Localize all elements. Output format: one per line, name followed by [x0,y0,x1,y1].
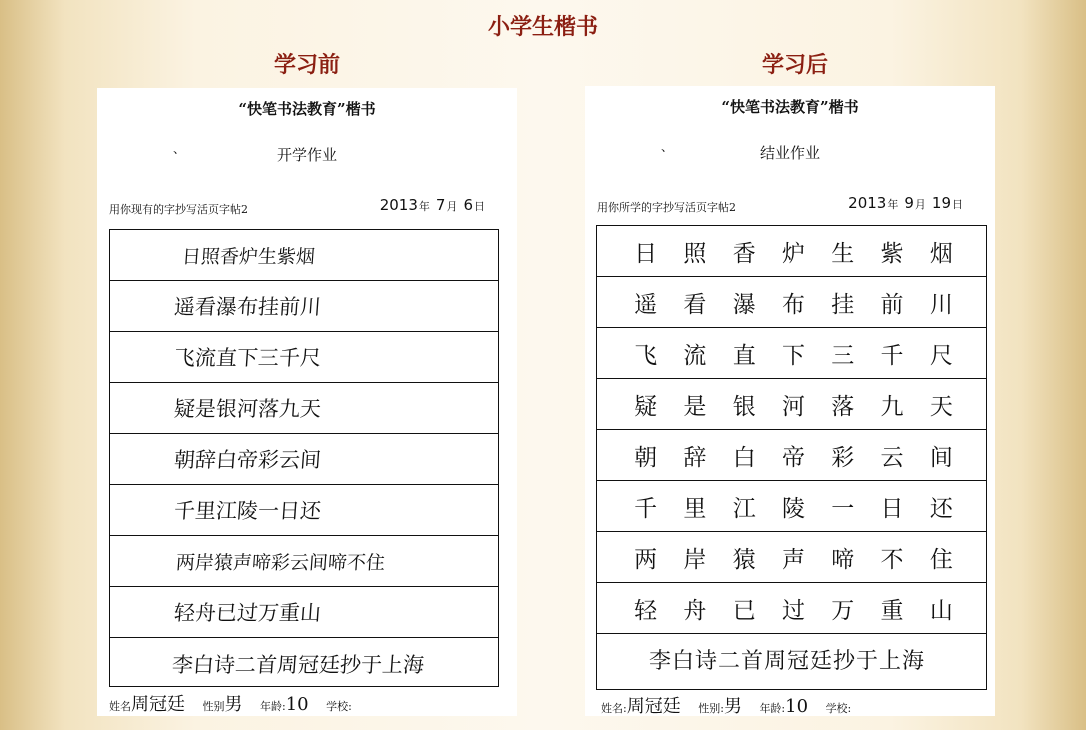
handwritten-char: 日 [634,240,658,267]
sheet-title: “快笔书法教育”楷书 [721,98,859,116]
date-day: 19 [931,194,951,212]
handwritten-char: 流 [683,342,707,369]
handwritten-line [597,541,986,574]
writing-row [597,328,986,379]
handwritten-char: 朝 [634,444,658,471]
handwritten-char: 银 [732,393,756,420]
handwritten-char: 已 [732,597,756,624]
handwritten-line: 朝辞白帝彩云间 [173,448,322,472]
name-label: 姓名 [109,700,131,713]
handwritten-char: 疑 [634,393,658,420]
date-day: 6 [463,196,473,214]
date-month-unit: 月 [914,198,926,211]
handwritten-char: 重 [880,597,904,624]
handwritten-char: 猿 [732,546,756,573]
handwritten-char: 两 [634,546,658,573]
handwritten-char: 飞 [634,342,658,369]
sheet-footer [109,690,352,716]
writing-grid [109,229,499,687]
handwritten-line: 飞流直下三千尺 [173,346,322,370]
age-label: 年龄: [260,700,286,713]
name-value: 周冠廷 [626,696,681,717]
date-day-unit: 日 [474,200,485,213]
handwritten-line [597,592,986,625]
handwritten-char: 紫 [880,240,904,267]
name-value: 周冠廷 [131,694,185,715]
writing-row [110,230,498,281]
writing-row [597,532,986,583]
handwritten-char: 江 [732,495,756,522]
handwritten-char: 岸 [683,546,707,573]
handwritten-char: 香 [732,240,756,267]
handwritten-line: 日照香炉生紫烟 [181,245,316,268]
handwritten-char: 舟 [683,597,707,624]
date-day-unit: 日 [952,198,963,211]
writing-row [110,638,498,689]
writing-row [110,536,498,587]
handwritten-char: 烟 [929,240,953,267]
date-year: 2013 [848,194,887,212]
handwritten-char: 里 [683,495,707,522]
sheet-footer [601,692,851,718]
handwritten-char: 看 [683,291,707,318]
date-year: 2013 [379,196,418,214]
handwritten-char: 河 [781,393,805,420]
writing-row [597,277,986,328]
after-sheet [585,86,995,716]
sheet-dot: 、 [661,140,674,154]
writing-row [597,634,986,685]
writing-row [597,226,986,277]
handwritten-char: 瀑 [732,291,756,318]
handwritten-line [597,439,986,472]
handwritten-char: 间 [929,444,953,471]
date-year-unit: 年 [418,200,430,213]
sheet-date [848,194,969,212]
writing-row [110,485,498,536]
writing-row [110,383,498,434]
handwritten-char: 还 [929,495,953,522]
name-label: 姓名: [601,702,627,715]
handwritten-line [597,235,986,268]
handwritten-char: 生 [831,240,855,267]
handwritten-line [597,490,986,523]
gender-value: 男 [723,696,742,717]
handwritten-char: 前 [880,291,904,318]
handwritten-char: 下 [781,342,805,369]
handwritten-char: 直 [732,342,756,369]
handwritten-char: 一 [831,495,855,522]
age-label: 年龄: [759,702,786,715]
handwritten-char: 白 [732,444,756,471]
handwritten-line: 遥看瀑布挂前川 [173,295,322,319]
writing-row [110,332,498,383]
before-sheet [97,88,517,716]
handwritten-char: 遥 [634,291,658,318]
handwritten-char: 九 [880,393,904,420]
handwritten-char: 住 [929,546,953,573]
handwritten-char: 日 [880,495,904,522]
writing-row [597,583,986,634]
date-month: 9 [904,194,914,212]
gender-label: 性别: [698,702,724,715]
sheet-instruction: 用你现有的字抄写活页字帖2 [109,203,248,216]
handwritten-char: 布 [781,291,805,318]
writing-grid [596,225,987,690]
handwritten-line [597,337,986,370]
handwritten-line: 疑是银河落九天 [173,397,322,421]
handwritten-char: 落 [831,393,855,420]
sheet-subtitle: 开学作业 [276,146,337,164]
handwritten-char: 挂 [831,291,855,318]
gender-value: 男 [224,694,243,715]
handwritten-line: 轻舟已过万重山 [173,601,322,625]
writing-row [597,481,986,532]
handwritten-line [597,286,986,319]
handwritten-char: 尺 [929,342,953,369]
handwritten-char: 辞 [683,444,707,471]
sheet-title: “快笔书法教育”楷书 [238,100,376,118]
writing-row [597,430,986,481]
sheet-dot: 、 [173,142,186,156]
handwritten-char: 彩 [831,444,855,471]
handwritten-char: 声 [781,546,805,573]
handwritten-char: 千 [880,342,904,369]
gender-label: 性别 [202,700,225,713]
handwritten-char: 三 [831,342,855,369]
writing-row [110,434,498,485]
page-title: 小学生楷书 [487,14,598,40]
writing-row [597,379,986,430]
handwritten-line: 两岸猿声啼彩云间啼不住 [175,551,386,574]
after-heading: 学习后 [761,52,828,78]
handwritten-char: 天 [929,393,953,420]
age-value: 10 [785,696,809,717]
handwritten-char: 川 [929,291,953,318]
date-year-unit: 年 [887,198,899,211]
sheet-instruction: 用你所学的字抄写活页字帖2 [597,201,736,214]
school-label: 学校: [326,700,352,713]
sheet-date [380,196,491,214]
handwritten-char: 云 [880,444,904,471]
handwritten-char: 陵 [781,495,805,522]
handwritten-char: 过 [781,597,805,624]
handwritten-char: 不 [880,546,904,573]
handwritten-char: 是 [683,393,707,420]
handwritten-char: 帝 [781,444,805,471]
age-value: 10 [285,694,309,715]
date-month-unit: 月 [446,200,458,213]
handwritten-char: 千 [634,495,658,522]
handwritten-line [597,388,986,421]
handwritten-char: 山 [929,597,953,624]
handwritten-line: 李白诗二首周冠廷抄于上海 [649,649,926,674]
handwritten-line: 千里江陵一日还 [173,499,322,523]
writing-row [110,587,498,638]
writing-row [110,281,498,332]
handwritten-char: 轻 [634,597,658,624]
handwritten-char: 炉 [781,240,805,267]
school-label: 学校: [825,702,852,715]
handwritten-char: 照 [683,240,707,267]
before-heading: 学习前 [273,52,340,78]
handwritten-char: 万 [831,597,855,624]
handwritten-line: 李白诗二首周冠廷抄于上海 [171,652,425,677]
sheet-subtitle: 结业作业 [759,144,820,162]
date-month: 7 [435,196,446,214]
handwritten-char: 啼 [831,546,855,573]
